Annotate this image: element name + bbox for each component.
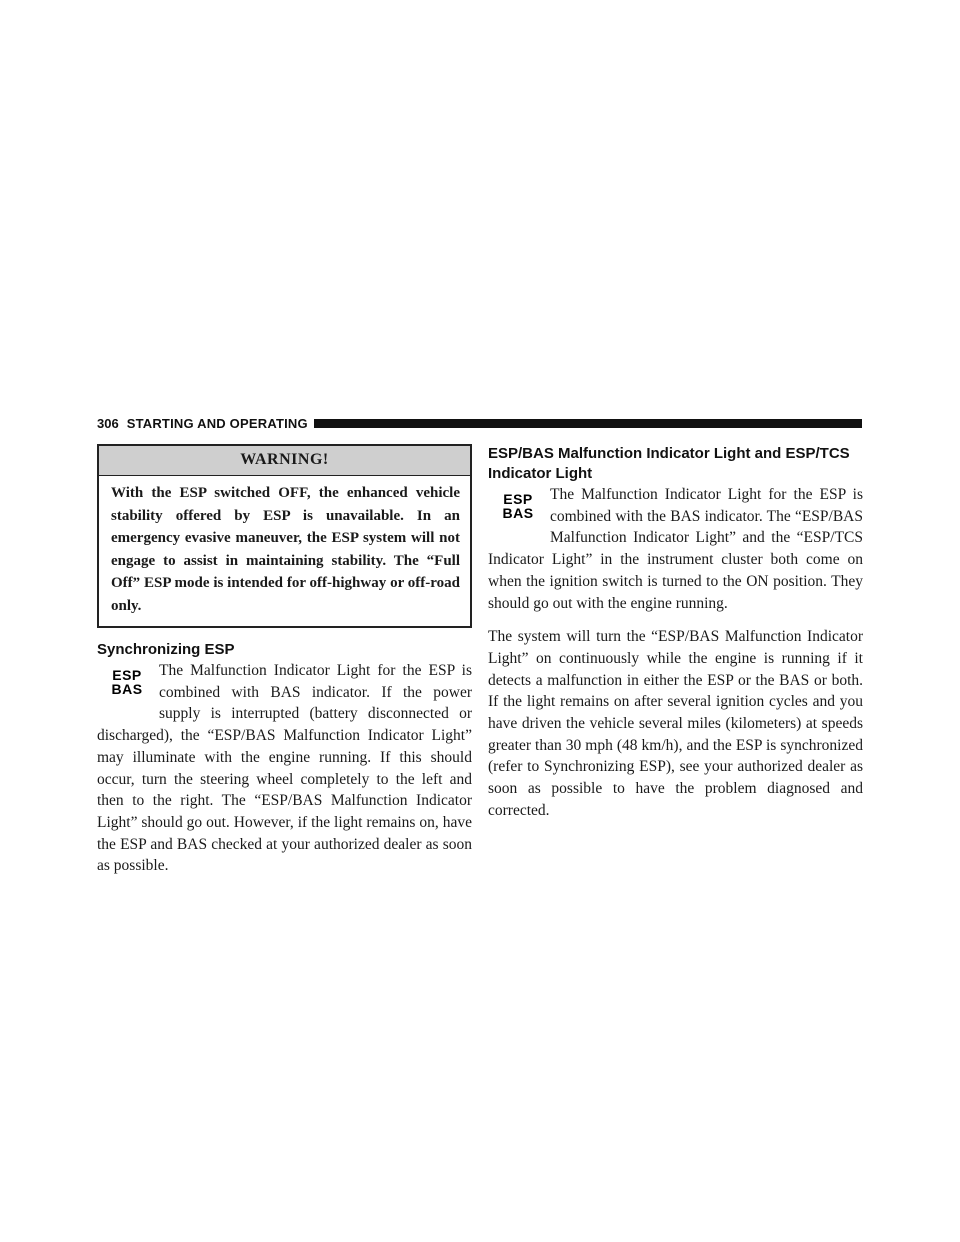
warning-text: With the ESP switched OFF, the enhanced vehicle stability offered by ESP is unavailable. In an emergency evasive maneuver, the ESP system will not engage to assist in maintaining stability. The “Full Off” ESP mode is intended for off-highway or off-road only. <box>111 485 460 614</box>
icon-line-bas: BAS <box>502 505 534 521</box>
section-title: STARTING AND OPERATING <box>126 415 308 431</box>
esp-bas-icon <box>500 492 536 522</box>
sync-heading: Synchronizing ESP <box>97 641 235 658</box>
esp-bas-icon <box>109 668 145 698</box>
sync-body <box>97 660 472 877</box>
mil-body <box>488 484 863 822</box>
page-header <box>97 414 862 432</box>
header-rule <box>314 419 862 428</box>
warning-box <box>97 444 472 628</box>
mil-paragraph-1: The Malfunction Indicator Light for the ESP is combined with the BAS indicator. The “ESP/BAS Malfunction Indicator Light” and the “ESP/TCS Indicator Light” in the instrument cluster both come on when the ignition switch is turned to the ON position. They should go out with the engine running. <box>488 486 863 612</box>
page-number: 306 <box>97 415 119 431</box>
warning-title: WARNING! <box>99 446 470 476</box>
left-column <box>97 444 472 877</box>
right-column <box>488 444 863 822</box>
sync-paragraph: The Malfunction Indicator Light for the ESP is combined with BAS indicator. If the power supply is interrupted (battery disconnected or discharged), the “ESP/BAS Malfunction Indicator Light” may illuminate with the engine running. If this should occur, turn the steering wheel completely to the left and then to the right. The “ESP/BAS Malfunction Indicator Light” should go out. However, if the light remains on, have the ESP and BAS checked at your authorized dealer as soon as possible. <box>97 662 472 875</box>
icon-line-esp: ESP <box>112 667 142 683</box>
mil-paragraph-2: The system will turn the “ESP/BAS Malfunction Indicator Light” on continuously while the engine is running if it detects a malfunction in either the ESP or the BAS or both. If the light remains on after several ignition cycles and you have driven the vehicle several miles (kilometers) at speeds greater than 30 mph (48 km/h), and the ESP is synchronized (refer to Synchronizing ESP), see your authorized dealer as soon as possible to have the problem diagnosed and corrected. <box>488 628 863 819</box>
icon-line-bas: BAS <box>111 681 143 697</box>
icon-line-esp: ESP <box>503 491 533 507</box>
mil-heading: ESP/BAS Malfunction Indicator Light and ESP/TCS Indicator Light <box>488 445 850 482</box>
